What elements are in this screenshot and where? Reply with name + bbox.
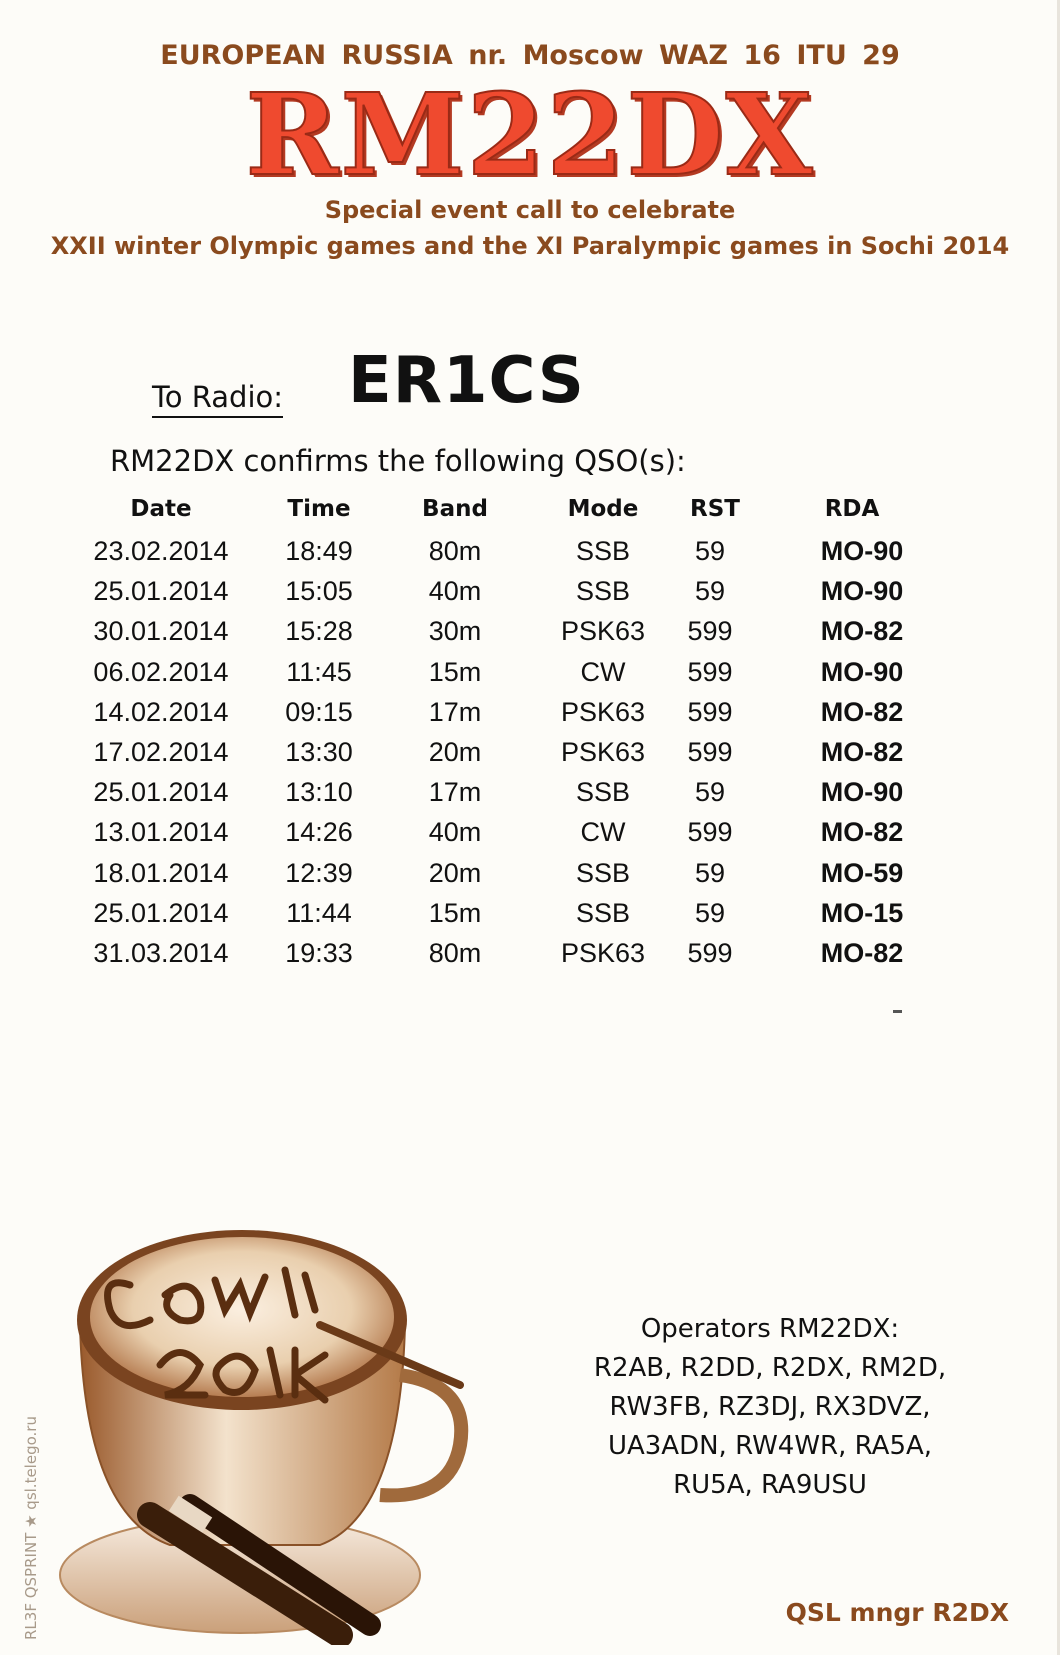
table-row bbox=[0, 898, 1060, 938]
cell-band: 80m bbox=[428, 938, 482, 968]
cell-date: 17.02.2014 bbox=[93, 737, 229, 767]
location-line: EUROPEAN RUSSIA nr. Moscow WAZ 16 ITU 29 bbox=[160, 40, 900, 71]
cell-mode: SSB bbox=[575, 858, 631, 888]
column-header-rda: RDA bbox=[824, 496, 880, 522]
ink-mark bbox=[893, 1010, 902, 1013]
cell-band: 40m bbox=[428, 817, 482, 847]
column-header-date: Date bbox=[130, 496, 192, 522]
table-row bbox=[0, 817, 1060, 857]
table-row bbox=[0, 777, 1060, 817]
cell-date: 25.01.2014 bbox=[93, 576, 229, 606]
cell-date: 23.02.2014 bbox=[93, 536, 229, 566]
coffee-cup-illustration bbox=[40, 1215, 500, 1645]
table-row bbox=[0, 657, 1060, 697]
cell-mode: CW bbox=[580, 657, 626, 687]
cell-time: 11:45 bbox=[286, 657, 352, 687]
to-radio-label: To Radio: bbox=[152, 380, 283, 418]
cell-rst: 59 bbox=[694, 898, 726, 928]
cell-mode: PSK63 bbox=[560, 616, 646, 646]
cell-mode: PSK63 bbox=[560, 938, 646, 968]
event-callsign: RM22DX bbox=[245, 70, 815, 201]
cell-rda: MO-82 bbox=[820, 616, 904, 646]
cell-band: 20m bbox=[428, 858, 482, 888]
table-row bbox=[0, 697, 1060, 737]
cell-time: 15:05 bbox=[285, 576, 353, 606]
cell-time: 09:15 bbox=[285, 697, 353, 727]
cell-date: 06.02.2014 bbox=[93, 657, 229, 687]
cell-rst: 599 bbox=[687, 657, 733, 687]
cell-band: 20m bbox=[428, 737, 482, 767]
cell-date: 13.01.2014 bbox=[93, 817, 229, 847]
confirmation-text: RM22DX confirms the following QSO(s): bbox=[110, 444, 686, 478]
cell-rst: 599 bbox=[687, 616, 733, 646]
cell-date: 31.03.2014 bbox=[93, 938, 229, 968]
operators-title: Operators RM22DX: bbox=[640, 1314, 900, 1344]
printer-credit: RL3F QSPRINT ★ qsl.telego.ru bbox=[22, 1416, 40, 1640]
column-header-time: Time bbox=[287, 496, 351, 522]
cell-time: 15:28 bbox=[285, 616, 353, 646]
table-row bbox=[0, 938, 1060, 978]
cell-band: 40m bbox=[428, 576, 482, 606]
operators-line-1: R2AB, R2DD, R2DX, RM2D, bbox=[593, 1353, 947, 1383]
cell-rst: 59 bbox=[694, 536, 726, 566]
cell-rda: MO-82 bbox=[820, 697, 904, 727]
cell-rst: 599 bbox=[687, 697, 733, 727]
cell-rda: MO-59 bbox=[820, 858, 904, 888]
table-row bbox=[0, 616, 1060, 656]
cell-date: 18.01.2014 bbox=[93, 858, 229, 888]
table-row bbox=[0, 858, 1060, 898]
cell-band: 17m bbox=[428, 697, 482, 727]
cell-date: 25.01.2014 bbox=[93, 777, 229, 807]
cell-band: 15m bbox=[428, 657, 482, 687]
column-header-band: Band bbox=[422, 496, 488, 522]
cell-rda: MO-82 bbox=[820, 817, 904, 847]
table-row bbox=[0, 737, 1060, 777]
operators-line-4: RU5A, RA9USU bbox=[673, 1470, 867, 1500]
cell-rda: MO-90 bbox=[820, 576, 904, 606]
table-row bbox=[0, 576, 1060, 616]
table-row bbox=[0, 536, 1060, 576]
cell-time: 14:26 bbox=[285, 817, 353, 847]
cell-rst: 599 bbox=[687, 737, 733, 767]
cell-mode: SSB bbox=[575, 777, 631, 807]
cell-mode: PSK63 bbox=[560, 737, 646, 767]
cell-time: 13:30 bbox=[285, 737, 353, 767]
recipient-callsign: ER1CS bbox=[348, 344, 585, 418]
cell-band: 80m bbox=[428, 536, 482, 566]
cell-mode: PSK63 bbox=[560, 697, 646, 727]
cell-rst: 599 bbox=[687, 938, 733, 968]
cell-band: 15m bbox=[428, 898, 482, 928]
cell-rda: MO-15 bbox=[820, 898, 904, 928]
cell-band: 17m bbox=[428, 777, 482, 807]
cell-rst: 59 bbox=[694, 576, 726, 606]
cell-mode: CW bbox=[580, 817, 626, 847]
operators-line-3: UA3ADN, RW4WR, RA5A, bbox=[607, 1431, 933, 1461]
event-subtitle-2: XXII winter Olympic games and the XI Paralympic games in Sochi 2014 bbox=[50, 232, 1010, 260]
cell-rda: MO-82 bbox=[820, 737, 904, 767]
cell-band: 30m bbox=[428, 616, 482, 646]
cell-time: 12:39 bbox=[285, 858, 353, 888]
cell-mode: SSB bbox=[575, 898, 631, 928]
cell-time: 13:10 bbox=[285, 777, 353, 807]
cell-date: 30.01.2014 bbox=[93, 616, 229, 646]
cell-rda: MO-90 bbox=[820, 536, 904, 566]
cell-rst: 599 bbox=[687, 817, 733, 847]
cell-rda: MO-90 bbox=[820, 657, 904, 687]
cell-rda: MO-90 bbox=[820, 777, 904, 807]
operators-line-2: RW3FB, RZ3DJ, RX3DVZ, bbox=[609, 1392, 931, 1422]
cell-date: 14.02.2014 bbox=[93, 697, 229, 727]
cell-rst: 59 bbox=[694, 777, 726, 807]
cell-rda: MO-82 bbox=[820, 938, 904, 968]
operators-block bbox=[560, 1310, 980, 1505]
event-subtitle-1: Special event call to celebrate bbox=[324, 196, 736, 224]
cell-time: 18:49 bbox=[285, 536, 353, 566]
cell-mode: SSB bbox=[575, 576, 631, 606]
cell-date: 25.01.2014 bbox=[93, 898, 229, 928]
cell-time: 11:44 bbox=[286, 898, 352, 928]
column-header-rst: RST bbox=[690, 496, 740, 522]
cell-time: 19:33 bbox=[285, 938, 353, 968]
cell-mode: SSB bbox=[575, 536, 631, 566]
qsl-manager: QSL mngr R2DX bbox=[785, 1598, 1009, 1627]
column-header-mode: Mode bbox=[567, 496, 639, 522]
cell-rst: 59 bbox=[694, 858, 726, 888]
